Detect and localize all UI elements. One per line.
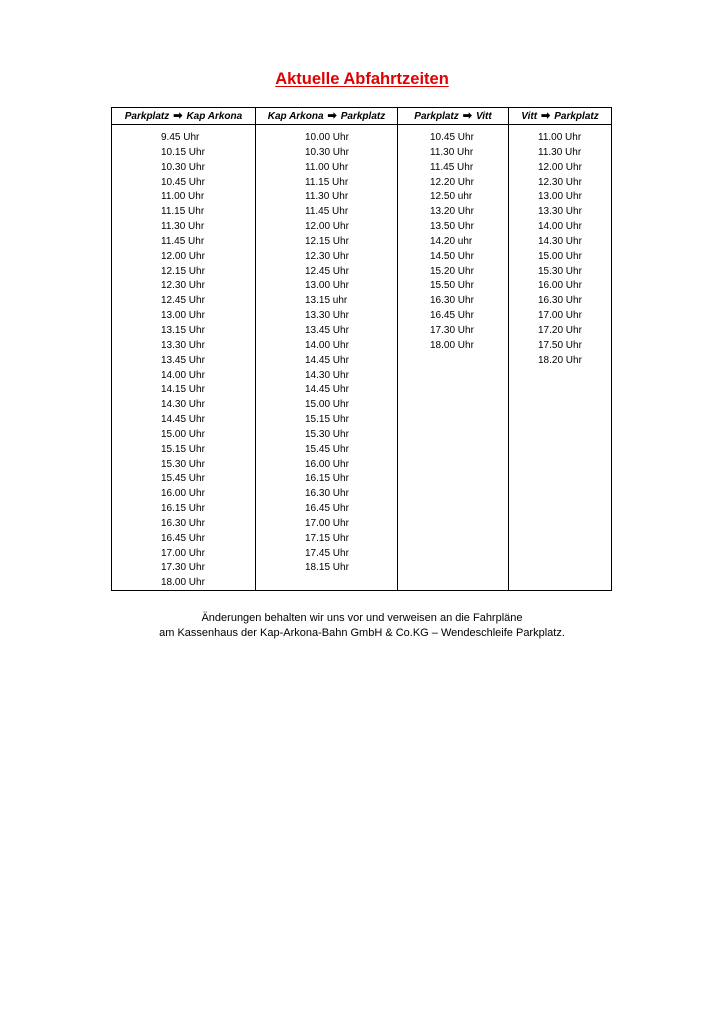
departure-time: 11.45 Uhr (305, 206, 349, 218)
column-header-from: Kap Arkona (267, 110, 324, 122)
departure-time: 13.30 Uhr (305, 310, 349, 322)
departure-time: 12.00 Uhr (305, 221, 349, 233)
page-title: Aktuelle Abfahrtzeiten (275, 70, 449, 88)
departure-time: 15.45 Uhr (161, 473, 205, 485)
departure-time: 17.20 Uhr (538, 324, 582, 336)
departure-time: 15.30 Uhr (538, 265, 582, 277)
column-header-to: Kap Arkona (186, 110, 243, 122)
column-parkplatz-vitt (397, 108, 508, 590)
departure-time: 10.30 Uhr (305, 146, 349, 158)
departure-time: 15.00 Uhr (161, 428, 205, 440)
departure-time: 12.15 Uhr (305, 235, 349, 247)
departure-time: 11.30 Uhr (538, 146, 582, 158)
departure-time: 14.50 Uhr (430, 250, 474, 262)
departure-time: 12.50 uhr (430, 191, 473, 203)
departure-time: 10.45 Uhr (161, 176, 205, 188)
column-header-from: Vitt (521, 110, 538, 122)
departure-time: 15.00 Uhr (538, 250, 582, 262)
departure-time: 18.00 Uhr (430, 339, 474, 351)
right-arrow-icon: ➡ (462, 110, 472, 122)
departure-time: 15.45 Uhr (305, 443, 349, 455)
departure-time: 14.45 Uhr (305, 354, 349, 366)
departure-time: 16.30 Uhr (430, 295, 474, 307)
departure-time: 16.00 Uhr (161, 488, 205, 500)
departure-time: 17.15 Uhr (305, 532, 349, 544)
right-arrow-icon: ➡ (173, 110, 183, 122)
footer-note (0, 611, 724, 641)
departure-time: 11.30 Uhr (161, 221, 205, 233)
departure-time: 13.15 uhr (305, 295, 348, 307)
departure-time: 14.30 Uhr (538, 235, 582, 247)
column-header-from: Parkplatz (124, 110, 170, 122)
departure-time: 14.45 Uhr (161, 414, 205, 426)
departure-time: 15.20 Uhr (430, 265, 474, 277)
right-arrow-icon: ➡ (327, 110, 337, 122)
departure-time: 13.30 Uhr (161, 339, 205, 351)
column-header (256, 108, 397, 125)
departure-time: 15.15 Uhr (161, 443, 205, 455)
column-header-to: Parkplatz (340, 110, 386, 122)
departure-time: 11.30 Uhr (430, 146, 474, 158)
column-header-to: Vitt (475, 110, 492, 122)
departure-time: 13.20 Uhr (430, 206, 474, 218)
departure-time: 13.50 Uhr (430, 221, 474, 233)
departure-time: 16.45 Uhr (161, 532, 205, 544)
footer-line: Änderungen behalten wir uns vor und verweisen an die Fahrpläne (201, 612, 523, 624)
departure-time: 15.50 Uhr (430, 280, 474, 292)
departure-time: 11.00 Uhr (161, 191, 205, 203)
departure-time: 11.45 Uhr (430, 161, 474, 173)
departure-time: 15.30 Uhr (305, 428, 349, 440)
departure-time: 10.30 Uhr (161, 161, 205, 173)
times-list (256, 125, 397, 576)
departure-time: 15.00 Uhr (305, 399, 349, 411)
departure-time: 17.30 Uhr (430, 324, 474, 336)
times-list (112, 125, 255, 591)
times-list (509, 125, 611, 369)
departure-time: 14.20 uhr (430, 235, 473, 247)
departure-time: 12.00 Uhr (161, 250, 205, 262)
departure-time: 13.15 Uhr (161, 324, 205, 336)
departure-time: 14.30 Uhr (305, 369, 349, 381)
departure-time: 18.15 Uhr (305, 562, 349, 574)
departure-time: 12.30 Uhr (305, 250, 349, 262)
departure-time: 18.00 Uhr (161, 577, 205, 589)
departure-time: 13.00 Uhr (161, 310, 205, 322)
departure-time: 9.45 Uhr (161, 132, 200, 143)
departure-time: 10.15 Uhr (161, 146, 205, 158)
departure-time: 16.30 Uhr (538, 295, 582, 307)
departure-time: 16.45 Uhr (305, 503, 349, 515)
departure-time: 12.45 Uhr (305, 265, 349, 277)
column-header (112, 108, 255, 125)
column-header-to: Parkplatz (554, 110, 599, 122)
column-header (398, 108, 508, 125)
column-vitt-parkplatz (508, 108, 611, 590)
departure-time: 16.00 Uhr (538, 280, 582, 292)
departure-time: 14.00 Uhr (305, 339, 349, 351)
column-header-from: Parkplatz (414, 110, 459, 122)
departure-time: 12.30 Uhr (538, 176, 582, 188)
departure-time: 16.15 Uhr (305, 473, 349, 485)
departure-time: 16.00 Uhr (305, 458, 349, 470)
departure-time: 16.45 Uhr (430, 310, 474, 322)
column-header (509, 108, 611, 125)
departure-time: 12.00 Uhr (538, 161, 582, 173)
departure-time: 17.00 Uhr (538, 310, 582, 322)
departure-time: 14.45 Uhr (305, 384, 349, 396)
column-parkplatz-kap-arkona (112, 108, 255, 590)
departure-time: 18.20 Uhr (538, 354, 582, 366)
departure-time: 13.45 Uhr (305, 324, 349, 336)
times-list (398, 125, 508, 354)
departure-time: 14.00 Uhr (538, 221, 582, 233)
departure-time: 11.30 Uhr (305, 191, 349, 203)
departure-time: 17.00 Uhr (161, 547, 205, 559)
departure-time: 11.45 Uhr (161, 235, 205, 247)
departure-time: 13.30 Uhr (538, 206, 582, 218)
column-kap-arkona-parkplatz (255, 108, 397, 590)
departure-time: 10.45 Uhr (430, 132, 474, 143)
departure-time: 12.20 Uhr (430, 176, 474, 188)
departure-time: 13.00 Uhr (305, 280, 349, 292)
departure-time: 14.00 Uhr (161, 369, 205, 381)
right-arrow-icon: ➡ (541, 110, 551, 122)
departure-time: 14.15 Uhr (161, 384, 205, 396)
departure-time: 15.15 Uhr (305, 414, 349, 426)
departure-time: 12.30 Uhr (161, 280, 205, 292)
departure-time: 17.45 Uhr (305, 547, 349, 559)
departure-time: 17.50 Uhr (538, 339, 582, 351)
footer-line: am Kassenhaus der Kap-Arkona-Bahn GmbH & Co.KG – Wendeschleife Parkplatz. (159, 627, 565, 639)
departure-time: 12.45 Uhr (161, 295, 205, 307)
departure-time: 12.15 Uhr (161, 265, 205, 277)
departure-time: 16.30 Uhr (161, 517, 205, 529)
departure-time: 17.00 Uhr (305, 517, 349, 529)
departure-time: 16.15 Uhr (161, 503, 205, 515)
departure-timetable (111, 107, 612, 591)
departure-time: 11.15 Uhr (305, 176, 349, 188)
departure-time: 15.30 Uhr (161, 458, 205, 470)
departure-time: 10.00 Uhr (305, 132, 349, 143)
departure-time: 13.45 Uhr (161, 354, 205, 366)
departure-time: 17.30 Uhr (161, 562, 205, 574)
departure-time: 13.00 Uhr (538, 191, 582, 203)
departure-time: 11.15 Uhr (161, 206, 205, 218)
departure-time: 11.00 Uhr (538, 132, 582, 143)
departure-time: 11.00 Uhr (305, 161, 349, 173)
departure-time: 16.30 Uhr (305, 488, 349, 500)
departure-time: 14.30 Uhr (161, 399, 205, 411)
